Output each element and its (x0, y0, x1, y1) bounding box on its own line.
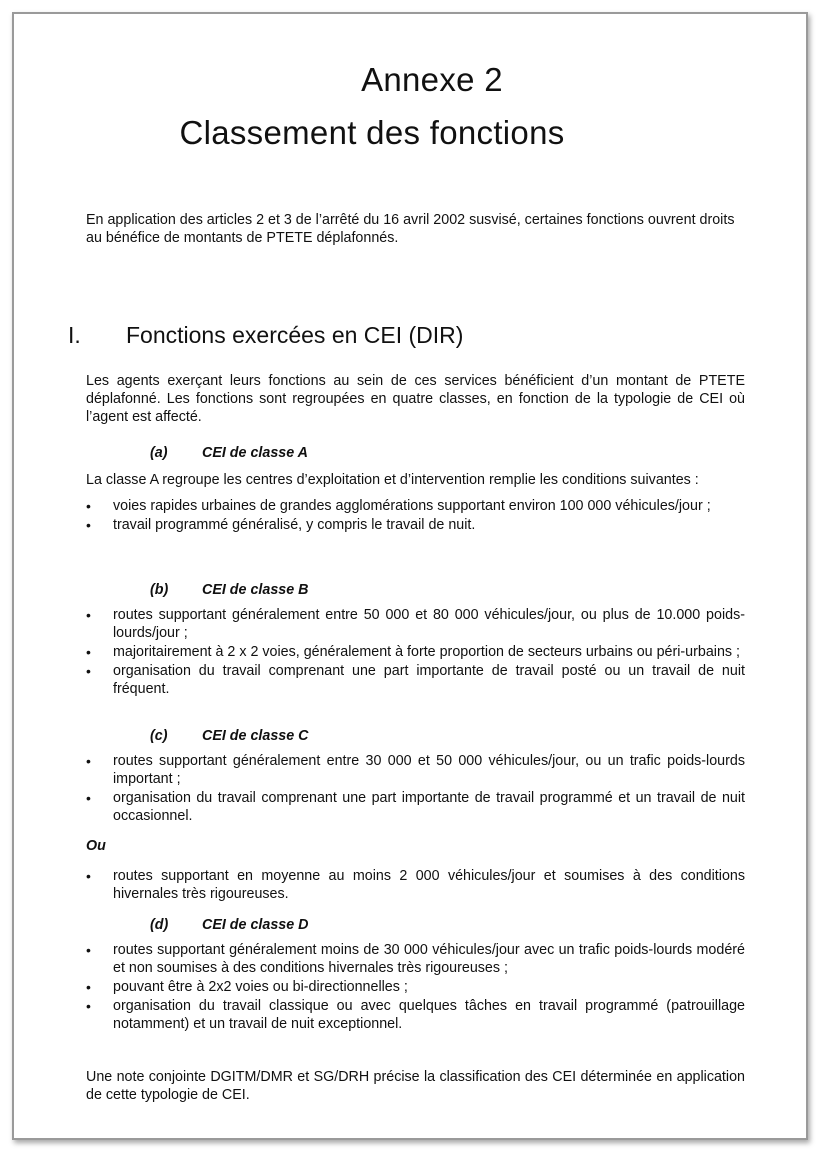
class-b-label: CEI de classe B (202, 582, 309, 598)
class-d-heading (86, 916, 745, 934)
list-item: • routes supportant généralement entre 30 000 et 50 000 véhicules/jour, ou un trafic poids-lourds important ; (86, 752, 745, 788)
class-b-heading (86, 581, 745, 599)
class-c-list (86, 752, 745, 825)
list-item: • majoritairement à 2 x 2 voies, généralement à forte proportion de secteurs urbains ou péri-urbains ; (86, 643, 745, 661)
section-title: Fonctions exercées en CEI (DIR) (126, 322, 464, 348)
ou-label: Ou (86, 838, 106, 854)
class-c-heading (86, 727, 745, 745)
list-item: • routes supportant généralement moins de 30 000 véhicules/jour avec un trafic poids-lourds modéré et non soumises à des conditions hivernales très rigoureuses ; (86, 941, 745, 977)
page-title-line-1: Annexe 2 (361, 61, 503, 98)
class-a-text: La classe A regroupe les centres d’exploitation et d’intervention remplie les conditions suivantes : (86, 472, 699, 488)
class-c-letter: (c) (150, 728, 168, 744)
list-item: • voies rapides urbaines de grandes agglomérations supportant environ 100 000 véhicules/jour ; (86, 497, 745, 515)
class-c-label: CEI de classe C (202, 728, 309, 744)
closing-paragraph: Une note conjointe DGITM/DMR et SG/DRH précise la classification des CEI déterminée en application de cette typologie de CEI. (86, 1069, 745, 1103)
list-item: • organisation du travail comprenant une part importante de travail programmé et un travail de nuit occasionnel. (86, 789, 745, 825)
class-a-list (86, 497, 745, 534)
list-item: • travail programmé généralisé, y compris le travail de nuit. (86, 516, 745, 534)
class-d-letter: (d) (150, 917, 169, 933)
document-page (12, 12, 808, 1140)
list-item: • pouvant être à 2x2 voies ou bi-directionnelles ; (86, 978, 745, 996)
class-a-letter: (a) (150, 445, 168, 461)
section-paragraph: Les agents exerçant leurs fonctions au sein de ces services bénéficient d’un montant de PTETE déplafonné. Les fonctions sont regroupées en quatre classes, en fonction de la typologie de CEI où l’agent est affecté. (86, 373, 745, 425)
class-a-heading (86, 444, 745, 462)
class-b-list (86, 606, 745, 698)
class-c-alt-list (86, 867, 745, 903)
page-title-line-2: Classement des fonctions (179, 114, 565, 151)
class-d-list (86, 941, 745, 1033)
section-heading (68, 320, 463, 350)
class-a-block (86, 444, 745, 534)
class-d-label: CEI de classe D (202, 917, 309, 933)
class-c-block (86, 727, 745, 903)
section-number: I. (68, 322, 81, 348)
intro-paragraph: En application des articles 2 et 3 de l’arrêté du 16 avril 2002 susvisé, certaines fonctions ouvrent droits au bénéfice de montants de PTETE déplafonnés. (86, 212, 735, 246)
list-item: • organisation du travail comprenant une part importante de travail posté ou un travail de nuit fréquent. (86, 662, 745, 698)
class-d-block (86, 916, 745, 1033)
list-item: • routes supportant généralement entre 50 000 et 80 000 véhicules/jour, ou plus de 10.000 poids-lourds/jour ; (86, 606, 745, 642)
list-item: • routes supportant en moyenne au moins 2 000 véhicules/jour et soumises à des conditions hivernales très rigoureuses. (86, 867, 745, 903)
class-a-label: CEI de classe A (202, 445, 308, 461)
class-b-block (86, 581, 745, 698)
class-b-letter: (b) (150, 582, 169, 598)
list-item: • organisation du travail classique ou avec quelques tâches en travail programmé (patrouillage notamment) et un travail de nuit exceptionnel. (86, 997, 745, 1033)
